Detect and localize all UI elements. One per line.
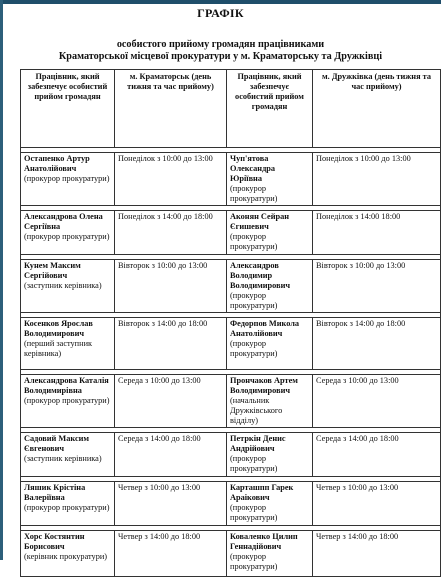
employee-cell-kramatorsk (21, 482, 115, 526)
table-header-row (21, 70, 441, 148)
document-subtitle-line1: особистого прийому громадян працівниками (116, 39, 325, 50)
employee-position: (начальник Дружківського відділу) (230, 396, 283, 425)
header-schedule-druzhkivka: м. Дружківка (день тижня та час прийому) (313, 70, 441, 148)
employee-position: (прокурор прокуратури) (24, 232, 110, 241)
table-row (21, 153, 441, 206)
employee-position: (прокурор прокуратури) (230, 339, 278, 358)
schedule-cell-kramatorsk: Четвер з 10:00 до 13:00 (115, 482, 227, 526)
employee-name: Остапенко Артур Анатолійович (24, 154, 90, 173)
employee-name: Александров Володимир Володимирович (230, 261, 291, 290)
employee-cell-kramatorsk (21, 211, 115, 255)
employee-cell-kramatorsk (21, 375, 115, 428)
employee-name: Чуп'ятова Олександра Юріївна (230, 154, 276, 183)
employee-position: (прокурор прокуратури) (24, 396, 110, 405)
left-accent-bar (0, 0, 3, 560)
employee-position: (прокурор прокуратури) (230, 552, 278, 571)
schedule-cell-druzhkivka: Вівторок з 14:00 до 18:00 (313, 318, 441, 370)
schedule-cell-druzhkivka: Понеділок з 10:00 до 13:00 (313, 153, 441, 206)
schedule-cell-druzhkivka: Вівторок з 10:00 до 13:00 (313, 260, 441, 313)
header-schedule-kramatorsk: м. Краматорськ (день тижня та час прийому) (115, 70, 227, 148)
employee-name: Хорс Костянтин Борисович (24, 532, 85, 551)
employee-cell-kramatorsk (21, 433, 115, 477)
employee-name: Косенков Ярослав Володимирович (24, 319, 93, 338)
employee-position: (прокурор прокуратури) (230, 232, 278, 251)
schedule-cell-kramatorsk: Четвер з 14:00 до 18:00 (115, 531, 227, 577)
employee-cell-kramatorsk (21, 531, 115, 577)
table-row (21, 531, 441, 577)
employee-cell-druzhkivka (227, 433, 313, 477)
schedule-cell-kramatorsk: Середа з 14:00 до 18:00 (115, 433, 227, 477)
table-row (21, 211, 441, 255)
table-row (21, 482, 441, 526)
employee-cell-druzhkivka (227, 153, 313, 206)
top-accent-bar (0, 0, 441, 4)
document-subtitle-line2: Краматорської місцевої прокуратури у м. Краматорську та Дружківці (58, 51, 383, 62)
employee-cell-druzhkivka (227, 531, 313, 577)
employee-cell-druzhkivka (227, 375, 313, 428)
employee-position: (прокурор прокуратури) (230, 291, 278, 310)
employee-position: (прокурор прокуратури) (24, 503, 110, 512)
schedule-cell-kramatorsk: Понеділок з 14:00 до 18:00 (115, 211, 227, 255)
employee-position: (перший заступник керівника) (24, 339, 93, 358)
schedule-cell-druzhkivka: Середа з 14:00 до 18:00 (313, 433, 441, 477)
table-row (21, 260, 441, 313)
employee-cell-kramatorsk (21, 260, 115, 313)
table-row (21, 318, 441, 370)
employee-position: (прокурор прокуратури) (24, 174, 110, 183)
employee-name: Кунем Максим Сергійович (24, 261, 81, 280)
employee-name: Ляшик Крістіна Валеріївна (24, 483, 86, 502)
employee-cell-druzhkivka (227, 482, 313, 526)
employee-cell-kramatorsk (21, 153, 115, 206)
employee-name: Прончаков Артем Володимирович (230, 376, 298, 395)
employee-position: (заступник керівника) (24, 281, 102, 290)
schedule-cell-kramatorsk: Середа з 10:00 до 13:00 (115, 375, 227, 428)
document-title: ГРАФІК (197, 6, 244, 20)
schedule-cell-druzhkivka: Понеділок з 14:00 18:00 (313, 211, 441, 255)
employee-cell-druzhkivka (227, 318, 313, 370)
employee-position: (заступник керівника) (24, 454, 102, 463)
schedule-cell-druzhkivka: Четвер з 14:00 до 18:00 (313, 531, 441, 577)
employee-name: Александрова Олена Сергіївна (24, 212, 103, 231)
employee-position: (прокурор прокуратури) (230, 454, 278, 473)
table-row (21, 433, 441, 477)
employee-name: Федорпов Микола Анатолійович (230, 319, 300, 338)
schedule-cell-druzhkivka: Середа з 10:00 до 13:00 (313, 375, 441, 428)
employee-position: (прокурор прокуратури) (230, 503, 278, 522)
employee-name: Коваленко Цилип Геннадійович (230, 532, 298, 551)
employee-name: Петркін Денис Андрійович (230, 434, 286, 453)
employee-name: Аконян Сейран Єгишевич (230, 212, 290, 231)
employee-name: Садовий Максим Євгенович (24, 434, 90, 453)
employee-cell-druzhkivka (227, 211, 313, 255)
employee-position: (керівник прокуратури) (24, 552, 108, 561)
schedule-table (20, 69, 441, 577)
schedule-cell-kramatorsk: Вівторок з 14:00 до 18:00 (115, 318, 227, 370)
employee-position: (прокурор прокуратури) (230, 184, 278, 203)
employee-cell-druzhkivka (227, 260, 313, 313)
employee-cell-kramatorsk (21, 318, 115, 370)
table-row (21, 375, 441, 428)
schedule-cell-kramatorsk: Вівторок з 10:00 до 13:00 (115, 260, 227, 313)
header-employee-kramatorsk: Працівник, який забезпечує особистий прийом громадян (21, 70, 115, 148)
header-employee-druzhkivka: Працівник, який забезпечує особистий прийом громадян (227, 70, 313, 148)
schedule-cell-druzhkivka: Четвер з 10:00 до 13:00 (313, 482, 441, 526)
schedule-cell-kramatorsk: Понеділок з 10:00 до 13:00 (115, 153, 227, 206)
employee-name: Карташпп Гарек Араікович (230, 483, 294, 502)
employee-name: Александрова Каталія Володимирівна (24, 376, 109, 395)
